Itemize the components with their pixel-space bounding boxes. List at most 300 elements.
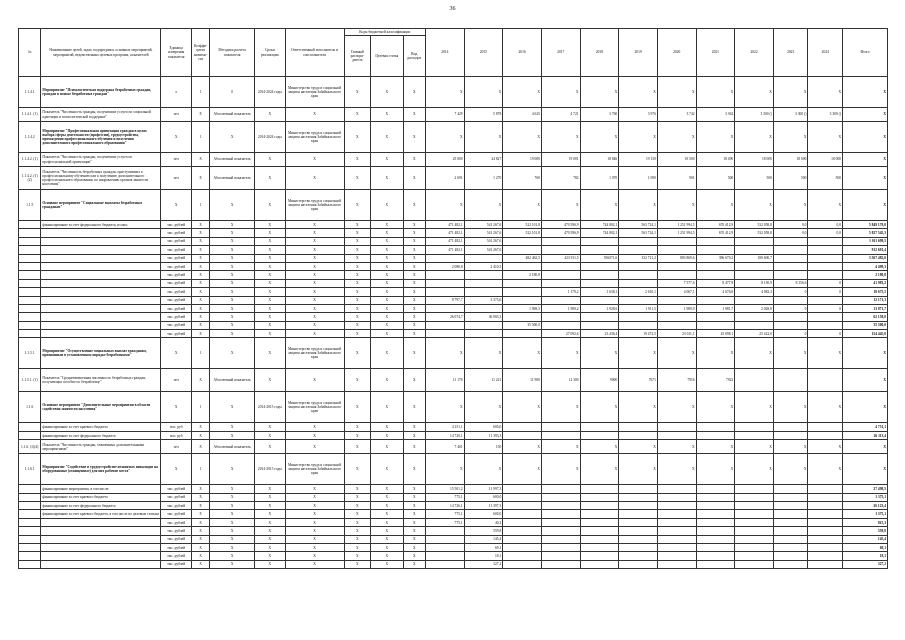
- table-cell: [464, 254, 503, 262]
- table-cell: 556071,6: [580, 254, 619, 262]
- table-cell: [657, 560, 696, 568]
- table-cell: [541, 552, 580, 560]
- table-cell: X: [541, 338, 580, 369]
- row-number-cell: [19, 288, 41, 296]
- row-number-cell: 1.1.5.1. (1): [19, 369, 41, 392]
- table-cell: 500: [808, 167, 843, 190]
- table-cell: [580, 271, 619, 279]
- row-number-cell: [19, 246, 41, 254]
- table-cell: [773, 527, 808, 535]
- table-cell: X: [371, 330, 404, 338]
- table-row: [19, 330, 888, 338]
- table-cell: X: [371, 485, 404, 493]
- table-row: [19, 440, 888, 454]
- table-cell: 0: [210, 77, 255, 108]
- table-cell: [580, 237, 619, 245]
- total-cell: X: [843, 153, 888, 167]
- table-cell: X: [255, 190, 286, 221]
- row-number-cell: [19, 543, 41, 551]
- total-cell: 1 011 699,5: [843, 237, 888, 245]
- total-cell: 145,4: [843, 535, 888, 543]
- table-cell: X: [255, 237, 286, 245]
- row-number-cell: 1.1.6.1: [19, 454, 41, 485]
- table-cell: 2 610,1: [619, 288, 658, 296]
- col-header: 2020: [657, 29, 696, 77]
- table-cell: X: [285, 229, 344, 237]
- table-cell: X: [619, 77, 658, 108]
- document-sheet: [18, 28, 888, 569]
- table-cell: [541, 279, 580, 287]
- row-name-cell: [41, 296, 161, 304]
- total-cell: 1 375,1: [843, 493, 888, 501]
- table-cell: [773, 313, 808, 321]
- table-cell: чел: [161, 167, 192, 190]
- table-cell: X: [285, 369, 344, 392]
- table-cell: 1: [191, 77, 209, 108]
- table-cell: 470 596,9: [541, 221, 580, 229]
- table-cell: X: [371, 279, 404, 287]
- table-row: [19, 271, 888, 279]
- table-cell: Абсолютный показатель: [210, 167, 255, 190]
- table-cell: 744 802,1: [580, 221, 619, 229]
- table-cell: Министерство труда и социальной защиты населения Забайкальского края: [285, 77, 344, 108]
- table-cell: X: [371, 153, 404, 167]
- table-cell: 1: [191, 392, 209, 423]
- table-cell: X: [210, 493, 255, 501]
- table-cell: [464, 271, 503, 279]
- table-cell: Министерство труда и социальной защиты населения Забайкальского края: [285, 392, 344, 423]
- table-cell: тыс. рублей: [161, 502, 192, 510]
- table-cell: 14 720,1: [425, 431, 464, 439]
- table-cell: [657, 296, 696, 304]
- table-cell: 0: [773, 288, 808, 296]
- table-cell: 36 083,3: [464, 313, 503, 321]
- table-cell: [619, 262, 658, 270]
- row-name-cell: [41, 246, 161, 254]
- table-cell: [657, 237, 696, 245]
- col-header: 2024: [808, 29, 843, 77]
- table-cell: X: [255, 108, 286, 122]
- table-cell: X: [464, 392, 503, 423]
- table-cell: X: [735, 440, 774, 454]
- table-cell: [619, 493, 658, 501]
- table-cell: [773, 246, 808, 254]
- table-cell: чел: [161, 369, 192, 392]
- table-cell: 1 251 994,5: [657, 229, 696, 237]
- table-row: [19, 493, 888, 501]
- table-row: [19, 77, 888, 108]
- table-cell: X: [735, 77, 774, 108]
- row-number-cell: 1.1.4.2: [19, 122, 41, 153]
- table-cell: [425, 552, 464, 560]
- table-cell: X: [403, 454, 425, 485]
- table-cell: 0,0: [773, 221, 808, 229]
- table-cell: X: [773, 338, 808, 369]
- table-cell: 1 989,9: [657, 304, 696, 312]
- row-name-cell: финансирование за счет федерального бюджета, из них:: [41, 221, 161, 229]
- table-cell: X: [657, 77, 696, 108]
- table-cell: 522 101,8: [503, 229, 542, 237]
- table-cell: X: [210, 296, 255, 304]
- table-cell: X: [344, 527, 370, 535]
- table-cell: X: [210, 229, 255, 237]
- row-number-cell: [19, 485, 41, 493]
- row-number-cell: [19, 518, 41, 526]
- table-row: [19, 122, 888, 153]
- table-cell: X: [255, 440, 286, 454]
- table-cell: [808, 246, 843, 254]
- table-cell: X: [255, 279, 286, 287]
- table-cell: X: [403, 543, 425, 551]
- table-cell: [808, 535, 843, 543]
- table-row: [19, 502, 888, 510]
- table-cell: X: [255, 535, 286, 543]
- table-cell: 4 625: [503, 108, 542, 122]
- total-cell: 154 445,0: [843, 330, 888, 338]
- table-cell: тыс. рублей: [161, 262, 192, 270]
- row-number-cell: [19, 296, 41, 304]
- total-cell: 5 849 170,0: [843, 221, 888, 229]
- table-cell: X: [696, 190, 735, 221]
- table-cell: X: [285, 304, 344, 312]
- table-cell: X: [191, 321, 209, 329]
- table-row: [19, 510, 888, 518]
- table-cell: [808, 552, 843, 560]
- table-cell: X: [403, 493, 425, 501]
- table-cell: X: [285, 510, 344, 518]
- row-name-cell: финансирование за счет федерального бюджета: [41, 502, 161, 510]
- table-cell: 2014-2024 годы: [255, 122, 286, 153]
- table-cell: X: [619, 338, 658, 369]
- total-cell: 4 751,1: [843, 423, 888, 431]
- table-cell: X: [344, 221, 370, 229]
- table-cell: тыс. рублей: [161, 313, 192, 321]
- row-number-cell: [19, 237, 41, 245]
- table-cell: X: [808, 190, 843, 221]
- table-cell: X: [403, 510, 425, 518]
- table-cell: 471 482,1: [425, 229, 464, 237]
- table-cell: [541, 527, 580, 535]
- table-cell: тыс. рублей: [161, 288, 192, 296]
- table-row: [19, 279, 888, 287]
- table-cell: X: [191, 560, 209, 568]
- table-cell: [808, 518, 843, 526]
- table-cell: X: [773, 454, 808, 485]
- table-cell: 25 422,0: [735, 330, 774, 338]
- row-name-cell: [41, 304, 161, 312]
- table-cell: X: [255, 493, 286, 501]
- table-cell: 7916: [657, 369, 696, 392]
- row-name-cell: Показатель "Численность граждан, охваченных дополнительными мероприятиями": [41, 440, 161, 454]
- table-cell: X: [403, 552, 425, 560]
- table-cell: X: [344, 246, 370, 254]
- table-cell: 25 800: [425, 153, 464, 167]
- row-name-cell: [41, 560, 161, 568]
- row-name-cell: [41, 552, 161, 560]
- table-cell: [541, 493, 580, 501]
- table-cell: X: [403, 77, 425, 108]
- table-cell: X: [403, 535, 425, 543]
- table-cell: 0: [773, 304, 808, 312]
- table-cell: [657, 313, 696, 321]
- table-row: [19, 543, 888, 551]
- table-cell: 1 070: [580, 167, 619, 190]
- table-cell: X: [285, 502, 344, 510]
- total-cell: 18 675,5: [843, 288, 888, 296]
- table-cell: X: [371, 77, 404, 108]
- row-name-cell: [41, 527, 161, 535]
- table-cell: [425, 527, 464, 535]
- total-cell: X: [843, 454, 888, 485]
- table-cell: 4 721: [541, 108, 580, 122]
- table-cell: 883 869,6: [657, 254, 696, 262]
- table-cell: [503, 246, 542, 254]
- table-cell: [773, 296, 808, 304]
- table-cell: [735, 313, 774, 321]
- table-cell: тыс. рублей: [161, 304, 192, 312]
- table-cell: X: [210, 423, 255, 431]
- table-cell: X: [403, 304, 425, 312]
- table-cell: X: [403, 237, 425, 245]
- table-cell: [657, 518, 696, 526]
- table-cell: 7 577,6: [657, 279, 696, 287]
- table-cell: X: [371, 423, 404, 431]
- table-cell: чел: [161, 153, 192, 167]
- table-cell: X: [580, 392, 619, 423]
- table-cell: [619, 485, 658, 493]
- table-row: [19, 431, 888, 439]
- table-cell: 541 267,6: [464, 221, 503, 229]
- table-cell: [657, 510, 696, 518]
- table-cell: X: [344, 338, 370, 369]
- table-cell: [773, 518, 808, 526]
- table-cell: X: [425, 454, 464, 485]
- table-cell: 541 267,6: [464, 229, 503, 237]
- table-cell: [696, 321, 735, 329]
- table-cell: X: [541, 122, 580, 153]
- table-cell: X: [371, 535, 404, 543]
- table-cell: [808, 369, 843, 392]
- table-cell: 670 412,9: [696, 229, 735, 237]
- table-cell: X: [191, 221, 209, 229]
- table-cell: 1 251 994,5: [657, 221, 696, 229]
- col-header: Вид расходов: [403, 36, 425, 77]
- table-cell: X: [344, 518, 370, 526]
- table-cell: [696, 246, 735, 254]
- table-cell: [773, 423, 808, 431]
- table-cell: X: [255, 229, 286, 237]
- row-name-cell: [41, 262, 161, 270]
- table-cell: X: [210, 527, 255, 535]
- table-cell: [503, 313, 542, 321]
- total-cell: 2 180,8: [843, 271, 888, 279]
- table-cell: [619, 237, 658, 245]
- table-cell: X: [255, 313, 286, 321]
- table-cell: X: [285, 560, 344, 568]
- table-cell: X: [191, 543, 209, 551]
- table-cell: [503, 423, 542, 431]
- table-cell: чел: [161, 440, 192, 454]
- table-cell: 0: [808, 288, 843, 296]
- table-cell: X: [344, 502, 370, 510]
- table-cell: [503, 510, 542, 518]
- table-cell: [657, 423, 696, 431]
- table-cell: 7 401: [425, 440, 464, 454]
- row-name-cell: Основное мероприятие "Дополнительные мероприятия в области содействия занятости населения": [41, 392, 161, 423]
- table-cell: [619, 560, 658, 568]
- table-cell: [696, 431, 735, 439]
- table-cell: [503, 535, 542, 543]
- table-cell: [735, 296, 774, 304]
- table-cell: X: [210, 237, 255, 245]
- table-cell: X: [255, 543, 286, 551]
- table-cell: X: [371, 262, 404, 270]
- table-cell: тыс. рублей: [161, 246, 192, 254]
- table-cell: X: [285, 552, 344, 560]
- table-cell: [619, 535, 658, 543]
- table-cell: X: [285, 167, 344, 190]
- table-cell: 0: [808, 279, 843, 287]
- table-cell: X: [403, 518, 425, 526]
- table-cell: X: [657, 440, 696, 454]
- table-cell: X: [210, 288, 255, 296]
- table-cell: X: [210, 485, 255, 493]
- row-number-cell: [19, 262, 41, 270]
- table-row: [19, 527, 888, 535]
- table-cell: [773, 254, 808, 262]
- table-cell: тыс. рублей: [161, 254, 192, 262]
- table-cell: X: [210, 518, 255, 526]
- table-cell: X: [255, 296, 286, 304]
- table-cell: X: [541, 454, 580, 485]
- table-cell: 11 997,3: [464, 485, 503, 493]
- table-cell: X: [285, 330, 344, 338]
- table-cell: X: [503, 440, 542, 454]
- table-row: [19, 321, 888, 329]
- col-header: 2015: [464, 29, 503, 77]
- table-cell: [657, 527, 696, 535]
- table-cell: [541, 518, 580, 526]
- table-cell: 4 067,1: [657, 288, 696, 296]
- table-cell: X: [403, 167, 425, 190]
- table-cell: X: [371, 296, 404, 304]
- table-cell: X: [285, 313, 344, 321]
- table-cell: 522 101,8: [503, 221, 542, 229]
- row-name-cell: Мероприятие "Осуществление социальных выплат гражданам, признанным в установленном порядке безработными": [41, 338, 161, 369]
- table-cell: X: [344, 122, 370, 153]
- table-cell: X: [503, 338, 542, 369]
- table-cell: [735, 423, 774, 431]
- table-cell: [735, 527, 774, 535]
- col-header: 2018: [580, 29, 619, 77]
- table-cell: 471 482,1: [425, 221, 464, 229]
- table-cell: X: [191, 271, 209, 279]
- table-cell: [580, 296, 619, 304]
- table-cell: [696, 527, 735, 535]
- table-cell: [696, 543, 735, 551]
- total-cell: 35 500,0: [843, 321, 888, 329]
- table-cell: X: [403, 423, 425, 431]
- table-cell: 18,1: [464, 552, 503, 560]
- table-cell: 69,1: [464, 543, 503, 551]
- table-cell: [503, 288, 542, 296]
- table-cell: 8 156,6: [773, 279, 808, 287]
- table-cell: 500: [773, 167, 808, 190]
- table-cell: [619, 552, 658, 560]
- table-cell: 0,0: [808, 221, 843, 229]
- table-cell: X: [344, 330, 370, 338]
- table-cell: X: [773, 190, 808, 221]
- table-cell: X: [210, 246, 255, 254]
- table-cell: 2 410,5: [464, 262, 503, 270]
- table-cell: X: [255, 246, 286, 254]
- table-cell: X: [580, 454, 619, 485]
- table-row: [19, 518, 888, 526]
- table-cell: X: [191, 313, 209, 321]
- table-cell: [580, 423, 619, 431]
- table-cell: [425, 330, 464, 338]
- table-cell: X: [210, 304, 255, 312]
- table-cell: X: [191, 518, 209, 526]
- col-header: 2019: [619, 29, 658, 77]
- col-header: Коэффи-циент значимо-сти: [191, 29, 209, 77]
- row-name-cell: [41, 237, 161, 245]
- table-cell: Министерство труда и социальной защиты населения Забайкальского края: [285, 454, 344, 485]
- table-row: [19, 369, 888, 392]
- table-cell: [619, 510, 658, 518]
- table-cell: X: [344, 431, 370, 439]
- table-cell: 775,1: [425, 518, 464, 526]
- table-cell: X: [371, 304, 404, 312]
- table-cell: X: [191, 510, 209, 518]
- table-row: [19, 392, 888, 423]
- table-cell: X: [619, 190, 658, 221]
- row-number-cell: [19, 304, 41, 312]
- col-header: Ответственный исполнитель и соисполнители: [285, 29, 344, 77]
- table-cell: 2 028,8: [735, 304, 774, 312]
- table-cell: X: [191, 262, 209, 270]
- total-cell: 815,3: [843, 518, 888, 526]
- table-cell: 11 176: [425, 369, 464, 392]
- table-cell: тыс. рублей: [161, 535, 192, 543]
- table-cell: 470 596,9: [541, 229, 580, 237]
- table-cell: 7671: [619, 369, 658, 392]
- total-cell: X: [843, 77, 888, 108]
- table-cell: [773, 535, 808, 543]
- table-cell: X: [285, 279, 344, 287]
- total-cell: 1 375,1: [843, 510, 888, 518]
- table-cell: X: [371, 493, 404, 501]
- table-cell: 7 429: [425, 108, 464, 122]
- table-cell: [619, 502, 658, 510]
- table-cell: [425, 304, 464, 312]
- table-cell: X: [403, 338, 425, 369]
- table-cell: X: [344, 229, 370, 237]
- table-cell: 0: [808, 304, 843, 312]
- row-number-cell: 1.1.4.1: [19, 77, 41, 108]
- col-header: 2017: [541, 29, 580, 77]
- table-cell: [541, 271, 580, 279]
- table-row: [19, 485, 888, 493]
- table-cell: X: [696, 77, 735, 108]
- table-cell: X: [210, 330, 255, 338]
- table-cell: X: [735, 454, 774, 485]
- table-cell: 1 981,7: [696, 304, 735, 312]
- table-cell: X: [403, 369, 425, 392]
- row-number-cell: 1.1.6: [19, 392, 41, 423]
- table-cell: X: [344, 392, 370, 423]
- table-cell: 18 500: [657, 153, 696, 167]
